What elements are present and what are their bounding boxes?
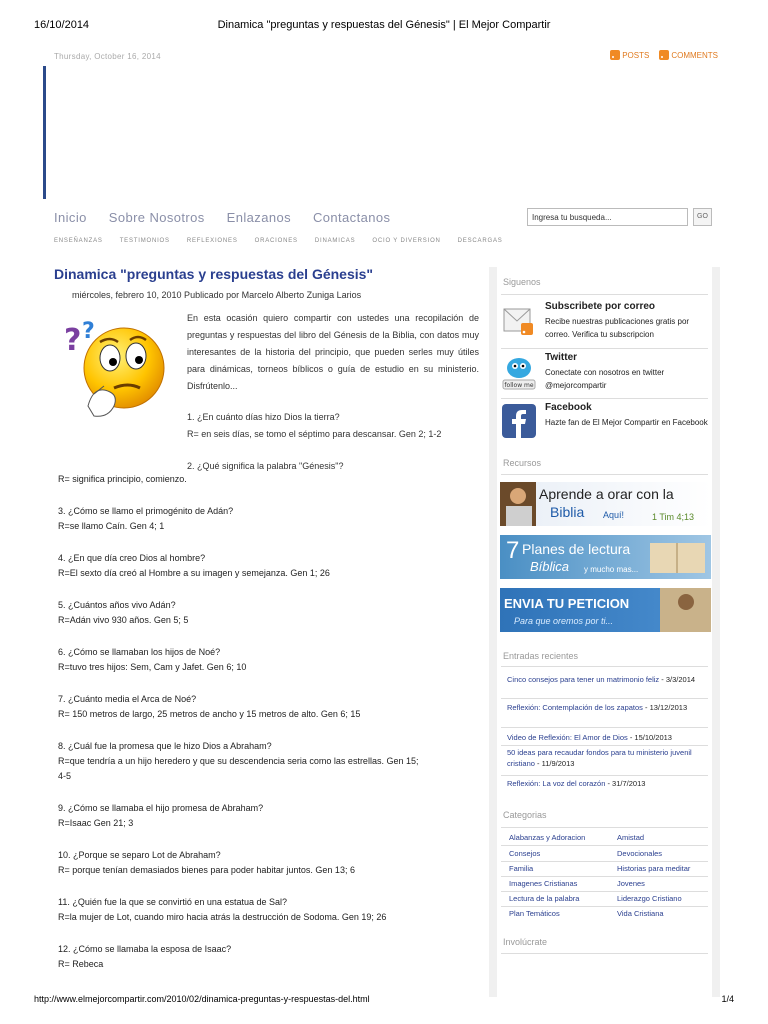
subscribe-email-title: Subscribete por correo bbox=[545, 301, 656, 312]
recent-post[interactable] bbox=[507, 674, 707, 685]
banner-planes-line2: Bíblica bbox=[530, 559, 570, 574]
subnav-oraciones[interactable]: ORACIONES bbox=[254, 238, 298, 244]
subscribe-facebook-desc: Hazte fan de El Mejor Compartir en Facebook bbox=[545, 418, 708, 427]
subnav-descargas[interactable]: DESCARGAS bbox=[457, 238, 503, 244]
question-10: 10. ¿Porque se separo Lot de Abraham? bbox=[58, 850, 221, 860]
email-icon bbox=[501, 303, 537, 339]
divider bbox=[501, 906, 708, 907]
divider bbox=[501, 698, 708, 699]
sidebar bbox=[489, 267, 720, 997]
subscribe-facebook-title: Facebook bbox=[545, 402, 592, 413]
feed-links bbox=[610, 50, 718, 60]
follow-me-badge: follow me bbox=[504, 382, 534, 389]
answer-1: R= en seis días, se tomo el séptimo para descansar. Gen 2; 1-2 bbox=[187, 429, 442, 439]
post-meta: miércoles, febrero 10, 2010 Publicado por Marcelo Alberto Zuniga Larios bbox=[72, 290, 362, 300]
banner-aprende-line2: Biblia bbox=[550, 504, 585, 520]
question-11: 11. ¿Quién fue la que se convirtió en una estatua de Sal? bbox=[58, 897, 287, 907]
divider bbox=[501, 845, 708, 846]
recent-post[interactable] bbox=[507, 732, 707, 743]
category-link[interactable]: Amistad bbox=[617, 833, 645, 842]
subnav-dinamicas[interactable]: DINAMICAS bbox=[314, 238, 356, 244]
category-link[interactable]: Jovenes bbox=[617, 879, 645, 888]
answer-8: R=que tendría a un hijo heredero y que su descendencia seria como las estrellas. Gen 15; bbox=[58, 756, 419, 766]
category-link[interactable]: Familia bbox=[509, 864, 534, 873]
thinking-emoji-image bbox=[58, 310, 178, 422]
answer-2: R= significa principio, comienzo. bbox=[58, 474, 187, 484]
subscribe-email-desc: Recibe nuestras publicaciones gratis por correo. Verifica tu subscripcion bbox=[545, 317, 690, 339]
banner-envia-line2: Para que oremos por ti... bbox=[514, 616, 614, 626]
category-link[interactable]: Alabanzas y Adoracion bbox=[509, 833, 586, 842]
recent-post-title[interactable]: Reflexión: La voz del corazón bbox=[507, 779, 606, 788]
sidebar-heading-categorias: Categorias bbox=[503, 810, 547, 820]
sidebar-panel bbox=[497, 267, 712, 997]
subscribe-email[interactable] bbox=[501, 301, 708, 349]
answer-11: R=la mujer de Lot, cuando miro hacia atrás la destrucción de Sodoma. Gen 19; 26 bbox=[58, 912, 387, 922]
banner-envia-peticion[interactable] bbox=[500, 588, 711, 632]
sidebar-heading-siguenos: Siguenos bbox=[503, 277, 541, 287]
answer-12: R= Rebeca bbox=[58, 959, 104, 969]
print-date: 16/10/2014 bbox=[34, 19, 90, 31]
banner-planes-line1: Planes de lectura bbox=[522, 541, 631, 557]
category-link[interactable]: Plan Temáticos bbox=[509, 909, 560, 918]
sidebar-heading-recursos: Recursos bbox=[503, 458, 542, 468]
subnav-reflexiones[interactable]: REFLEXIONES bbox=[186, 238, 238, 244]
comments-feed-link[interactable] bbox=[659, 50, 718, 60]
question-12: 12. ¿Cómo se llamaba la esposa de Isaac? bbox=[58, 944, 232, 954]
recent-post-title[interactable]: Video de Reflexión: El Amor de Dios bbox=[507, 733, 628, 742]
post-intro bbox=[187, 310, 479, 475]
question-7: 7. ¿Cuánto media el Arca de Noé? bbox=[58, 694, 197, 704]
recent-post-title[interactable]: Cinco consejos para tener un matrimonio feliz bbox=[507, 675, 660, 684]
banner-planes-num: 7 bbox=[506, 537, 520, 564]
divider bbox=[501, 474, 708, 475]
question-8: 8. ¿Cuál fue la promesa que le hizo Dios a Abraham? bbox=[58, 741, 272, 751]
nav-contactanos[interactable]: Contactanos bbox=[312, 210, 391, 225]
recent-post-title[interactable]: 50 ideas para recaudar fondos para tu ministerio juvenil cristiano bbox=[507, 748, 692, 768]
divider bbox=[501, 745, 708, 746]
print-header bbox=[0, 0, 768, 40]
answer-9: R=Isaac Gen 21; 3 bbox=[58, 818, 134, 828]
answer-3: R=se llamo Caín. Gen 4; 1 bbox=[58, 521, 165, 531]
banner-envia-line1: ENVIA TU PETICION bbox=[504, 596, 630, 611]
recent-post-title[interactable]: Reflexión: Contemplación de los zapatos bbox=[507, 703, 643, 712]
question-3: 3. ¿Cómo se llamo el primogénito de Adán? bbox=[58, 506, 234, 516]
print-footer-url: http://www.elmejorcompartir.com/2010/02/dinamica-preguntas-y-respuestas-del.html bbox=[34, 994, 370, 1004]
question-6: 6. ¿Cómo se llamaban los hijos de Noé? bbox=[58, 647, 221, 657]
topbar-date: Thursday, October 16, 2014 bbox=[54, 52, 161, 61]
nav-sobre-nosotros[interactable]: Sobre Nosotros bbox=[108, 210, 205, 225]
subnav-ocio[interactable]: OCIO Y DIVERSION bbox=[372, 238, 441, 244]
question-4: 4. ¿En que día creo Dios al hombre? bbox=[58, 553, 206, 563]
banner-aprende-aqui: Aquí! bbox=[603, 510, 625, 520]
divider bbox=[501, 953, 708, 954]
post-title[interactable]: Dinamica "preguntas y respuestas del Génesis" bbox=[54, 266, 374, 282]
posts-feed-label: POSTS bbox=[622, 50, 650, 60]
category-nav bbox=[54, 238, 503, 244]
divider bbox=[501, 876, 708, 877]
banner-planes-more: y mucho mas... bbox=[584, 565, 639, 574]
recent-post[interactable] bbox=[507, 702, 707, 713]
banner-aprende-orar[interactable] bbox=[500, 482, 711, 526]
divider bbox=[501, 348, 708, 349]
subnav-testimonios[interactable]: TESTIMONIOS bbox=[119, 238, 170, 244]
comments-feed-label: COMMENTS bbox=[671, 50, 718, 60]
svg-text:?: ? bbox=[82, 319, 95, 344]
search-go-button[interactable]: GO bbox=[693, 208, 712, 226]
recent-post-date: - 3/3/2014 bbox=[659, 675, 696, 684]
twitter-bird-icon bbox=[501, 354, 537, 390]
print-footer-page: 1/4 bbox=[721, 994, 734, 1004]
answer-8-cont: 4-5 bbox=[58, 771, 72, 781]
category-link[interactable]: Imagenes Cristianas bbox=[509, 879, 578, 888]
header-accent-bar bbox=[43, 66, 46, 199]
category-link[interactable]: Historias para meditar bbox=[617, 864, 691, 873]
post bbox=[54, 262, 479, 969]
divider bbox=[501, 827, 708, 828]
subscribe-twitter[interactable] bbox=[501, 352, 708, 400]
rss-icon bbox=[610, 50, 620, 60]
divider bbox=[501, 727, 708, 728]
subscribe-facebook[interactable] bbox=[501, 402, 708, 450]
rss-icon bbox=[659, 50, 669, 60]
facebook-icon bbox=[501, 404, 537, 440]
recent-post-date: - 11/9/2013 bbox=[534, 759, 575, 768]
posts-feed-link[interactable] bbox=[610, 50, 649, 60]
divider bbox=[501, 666, 708, 667]
recent-post-date: - 31/7/2013 bbox=[605, 779, 646, 788]
question-2: 2. ¿Qué significa la palabra "Génesis"? bbox=[187, 461, 344, 471]
nav-enlazanos[interactable]: Enlazanos bbox=[226, 210, 291, 225]
question-9: 9. ¿Cómo se llamaba el hijo promesa de Abraham? bbox=[58, 803, 264, 813]
sidebar-heading-involucrate: Involúcrate bbox=[503, 937, 548, 947]
recent-post-date: - 15/10/2013 bbox=[627, 733, 672, 742]
recent-post[interactable] bbox=[507, 778, 707, 789]
divider bbox=[501, 398, 708, 399]
intro-text: En esta ocasión quiero compartir con ustedes una recopilación de preguntas y respuestas del libro del Génesis de la Biblia, con datos muy interesantes de la historia del principio, que pueden serles muy útiles para dinámicas, torneos bíblicos o guía de estudio en su ministerio. Disfrútenlo... bbox=[187, 313, 479, 391]
svg-text:?: ? bbox=[64, 323, 82, 358]
nav-inicio[interactable]: Inicio bbox=[54, 210, 87, 225]
divider bbox=[501, 775, 708, 776]
banner-planes-lectura[interactable] bbox=[500, 535, 711, 579]
subscribe-twitter-desc: Conectate con nosotros en twitter @mejorcompartir bbox=[545, 368, 665, 390]
subnav-ensenanzas[interactable]: ENSEÑANZAS bbox=[54, 238, 103, 244]
divider bbox=[501, 861, 708, 862]
category-link[interactable]: Liderazgo Cristiano bbox=[617, 894, 682, 903]
question-1: 1. ¿En cuánto días hizo Dios la tierra? bbox=[187, 412, 340, 422]
banner-aprende-ref: 1 Tim 4;13 bbox=[652, 512, 695, 522]
answer-7: R= 150 metros de largo, 25 metros de ancho y 15 metros de alto. Gen 6; 15 bbox=[58, 709, 361, 719]
subscribe-twitter-title: Twitter bbox=[545, 352, 578, 363]
sidebar-heading-recientes: Entradas recientes bbox=[503, 651, 579, 661]
category-link[interactable]: Vida Cristiana bbox=[617, 909, 664, 918]
answer-10: R= porque tenían demasiados bienes para poder habitar juntos. Gen 13; 6 bbox=[58, 865, 355, 875]
recent-post[interactable] bbox=[507, 747, 707, 769]
answer-5: R=Adán vivo 930 años. Gen 5; 5 bbox=[58, 615, 189, 625]
print-title: Dinamica "preguntas y respuestas del Génesis" | El Mejor Compartir bbox=[217, 19, 551, 31]
main-nav bbox=[54, 210, 390, 225]
recent-post-date: - 13/12/2013 bbox=[642, 703, 688, 712]
question-5: 5. ¿Cuántos años vivo Adán? bbox=[58, 600, 176, 610]
search-input[interactable] bbox=[527, 208, 688, 226]
answer-4: R=El sexto día creó al Hombre a su imagen y semejanza. Gen 1; 26 bbox=[58, 568, 330, 578]
category-link[interactable]: Devocionales bbox=[617, 849, 663, 858]
category-link[interactable]: Consejos bbox=[509, 849, 541, 858]
divider bbox=[501, 891, 708, 892]
qa-list bbox=[58, 472, 483, 972]
divider bbox=[501, 294, 708, 295]
category-link[interactable]: Lectura de la palabra bbox=[509, 894, 580, 903]
answer-6: R=tuvo tres hijos: Sem, Cam y Jafet. Gen 6; 10 bbox=[58, 662, 247, 672]
banner-aprende-line1: Aprende a orar con la bbox=[539, 486, 674, 502]
